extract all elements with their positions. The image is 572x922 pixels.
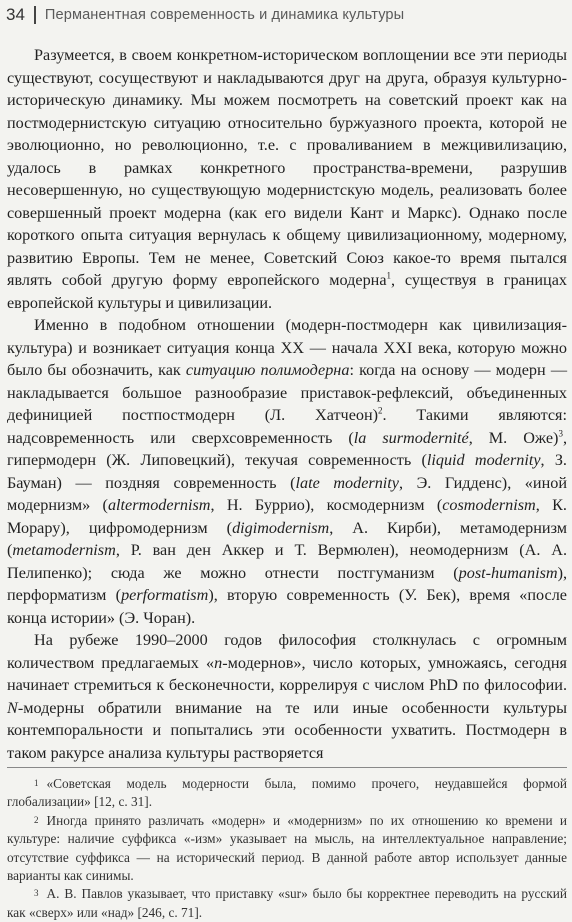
footnotes: [7, 775, 567, 922]
paragraph-2: Именно в подобном отношении (модерн-постмодерн как цивилизация-культура) и возникает ситуация конца XX — начала XXI века, которую можно было бы обозначить, как ситуацию полимодерна: когда на основу — модерн — накладывается большое разнообразие приставок-рефлексий, объединенных дефиницией постпостмодерн (Л. Хатчеон)$^2$. Такими являются: надсовременность или сверхсовременность (la surmodernité, М. Оже)$^3$, гипермодерн (Ж. Липовецкий), текучая современность (liquid modernity, З. Бауман) — поздняя современность (late modernity, Э. Гидденс), «иной модернизм» (altermodernism, Н. Буррио), космодернизм (cosmodernism, К. Морару), цифромодернизм (digimodernism, А. Кирби), метамодернизм (metamodernism, Р. ван ден Аккер и Т. Вермюлен), неомодернизм (А. А. Пелипенко); сюда же можно отнести постгуманизм (post-humanism), перформатизм (performatism), вторую современность (У. Бек), время «после конца истории» (Э. Чоран).: [7, 316, 568, 627]
footnote-mark: 2: [34, 814, 39, 825]
running-title: Перманентная современность и динамика культуры: [44, 7, 405, 23]
footnote-ref-1: 1: [386, 270, 392, 281]
main-text: [7, 44, 567, 764]
footnote-separator: [7, 767, 567, 768]
footnote-ref-2: 2: [378, 405, 383, 416]
footnote-mark: 1: [34, 778, 39, 788]
paragraph-1: Разумеется, в своем конкретном-историческом воплощении все эти периоды существуют, сосуществуют и накладываются друг на друга, образуя культурно-историческую динамику. Мы можем посмотреть на советский проект как на постмодернистскую ситуацию относительно буржуазного проекта, которой не эволюционно, но революционно, т.е. с проваливанием в межцивилизацию, удалось в рамках конкретного пространства-времени, разрушив несовершенную, но существующую модернистскую модель, реализовать более совершенный проект модерна (как его видели Кант и Маркс). Однако после короткого опыта ситуация вернулась к общему цивилизационному, модерному, развитию Европы. Тем не менее, Советский Союз какое-то время пытался являть собой другую форму европейского модерна$^1$, существуя в границах европейской культуры и цивилизации.: [7, 46, 567, 312]
footnote-3: [7, 885, 567, 922]
footnote-text: А. В. Павлов указывает, что приставку «sur» было бы корректнее переводить на русский как «сверх» или «над» [246, с. 71].: [7, 886, 567, 920]
header-divider: [34, 6, 36, 24]
footnote-text: Иногда принято различать «модерн» и «модернизм» по их отношению ко времени и культуре: наличие суффикса «-изм» указывает на мысль, на интеллектуальное направление; отсутствие суффикса — на исторический период. В данной работе автор использует данные варианты как синимы.: [7, 812, 567, 884]
footnote-mark: 3: [34, 888, 39, 899]
footnote-2: [7, 812, 567, 886]
page-number: 34: [6, 5, 25, 24]
running-head: [6, 4, 404, 26]
paragraph-3: На рубеже 1990–2000 годов философия столкнулась с огромным количеством предлагаемых «n-модернов», число которых, умножаясь, сегодня начинает стремиться к бесконечности, коррелируя с числом PhD по философии. N-модерны обратили внимание на те или иные особенности культуры контемпоральности и попытались эти особенности ухватить. Постмодерн в таком ракурсе анализа культуры растворяется: [7, 631, 567, 762]
footnote-1: [7, 775, 567, 812]
footnote-text: «Советская модель модерности была, помимо прочего, неудавшейся формой глобализации» [12, с. 31].: [7, 776, 567, 810]
footnote-ref-3: 3: [558, 428, 563, 439]
